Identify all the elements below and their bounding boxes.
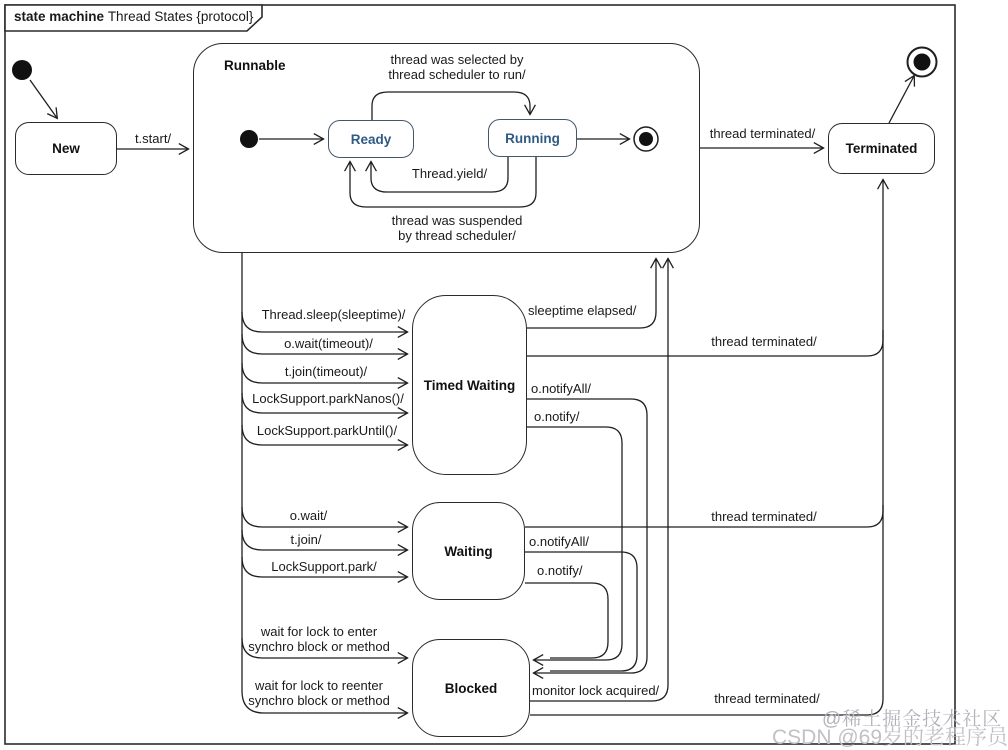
state-ready xyxy=(328,120,414,158)
label-suspended-line1: thread was suspended xyxy=(391,213,523,228)
label-w-notify: o.notify/ xyxy=(537,563,583,578)
state-blocked-label: Blocked xyxy=(444,680,498,696)
label-sleep: Thread.sleep(sleeptime)/ xyxy=(261,307,406,322)
label-selected-line2: thread scheduler to run/ xyxy=(388,67,526,82)
label-suspended-line2: by thread scheduler/ xyxy=(398,228,516,243)
diagram-title-name: Thread States {protocol} xyxy=(107,9,254,24)
state-terminated-label: Terminated xyxy=(845,141,918,156)
label-join-timeout: t.join(timeout)/ xyxy=(284,364,368,379)
transition-w-notify xyxy=(525,583,608,658)
state-timed-waiting xyxy=(412,295,527,475)
label-lock-reenter-line2: synchro block or method xyxy=(248,693,390,708)
label-sleeptime-elapsed: sleeptime elapsed/ xyxy=(528,303,637,318)
watermark-juejin: @稀土掘金技术社区 xyxy=(822,709,1003,730)
label-tw-notify-all: o.notifyAll/ xyxy=(531,381,591,396)
watermark-csdn: CSDN @69岁的老程序员 xyxy=(772,726,1008,749)
label-tt-blocked: thread terminated/ xyxy=(714,691,820,706)
label-w-notify-all: o.notifyAll/ xyxy=(529,534,589,549)
label-park-nanos: LockSupport.parkNanos()/ xyxy=(252,391,404,406)
label-t-start: t.start/ xyxy=(134,131,172,146)
label-tt-runnable: thread terminated/ xyxy=(709,126,816,141)
state-new-label: New xyxy=(52,141,80,156)
state-ready-label: Ready xyxy=(350,131,392,147)
label-t-join: t.join/ xyxy=(290,532,322,547)
label-lock-enter xyxy=(230,624,408,654)
label-o-wait: o.wait/ xyxy=(289,508,328,523)
state-running-label: Running xyxy=(505,130,560,146)
transition-terminated-to-final xyxy=(889,76,914,123)
label-selected xyxy=(377,52,537,82)
label-lock-enter-line2: synchro block or method xyxy=(248,639,390,654)
state-terminated xyxy=(828,123,935,174)
final-state-page-inner xyxy=(914,54,931,71)
label-monitor-lock: monitor lock acquired/ xyxy=(532,683,660,698)
state-blocked xyxy=(412,639,530,737)
label-yield: Thread.yield/ xyxy=(411,166,488,181)
state-running xyxy=(488,119,577,157)
diagram-title xyxy=(14,9,253,24)
label-lock-reenter xyxy=(230,678,408,708)
label-lock-reenter-line1: wait for lock to reenter xyxy=(255,678,383,693)
label-wait-timeout: o.wait(timeout)/ xyxy=(284,336,373,351)
initial-state-page xyxy=(12,60,32,80)
label-park: LockSupport.park/ xyxy=(271,559,377,574)
label-park-until: LockSupport.parkUntil()/ xyxy=(256,423,398,438)
state-waiting xyxy=(412,502,525,600)
label-tt-timed: thread terminated/ xyxy=(711,334,817,349)
state-timed-waiting-label: Timed Waiting xyxy=(423,377,516,393)
label-suspended xyxy=(377,213,537,243)
label-lock-enter-line1: wait for lock to enter xyxy=(260,624,378,639)
state-waiting-label: Waiting xyxy=(444,543,493,559)
diagram-title-keyword: state machine xyxy=(14,9,105,24)
transition-initial-to-new xyxy=(30,80,57,118)
label-selected-line1: thread was selected by xyxy=(390,52,524,67)
label-tw-notify: o.notify/ xyxy=(534,409,580,424)
transition-tt-waiting xyxy=(525,330,883,527)
state-new xyxy=(15,122,117,175)
state-runnable-label: Runnable xyxy=(224,58,286,73)
label-tt-waiting: thread terminated/ xyxy=(711,509,817,524)
